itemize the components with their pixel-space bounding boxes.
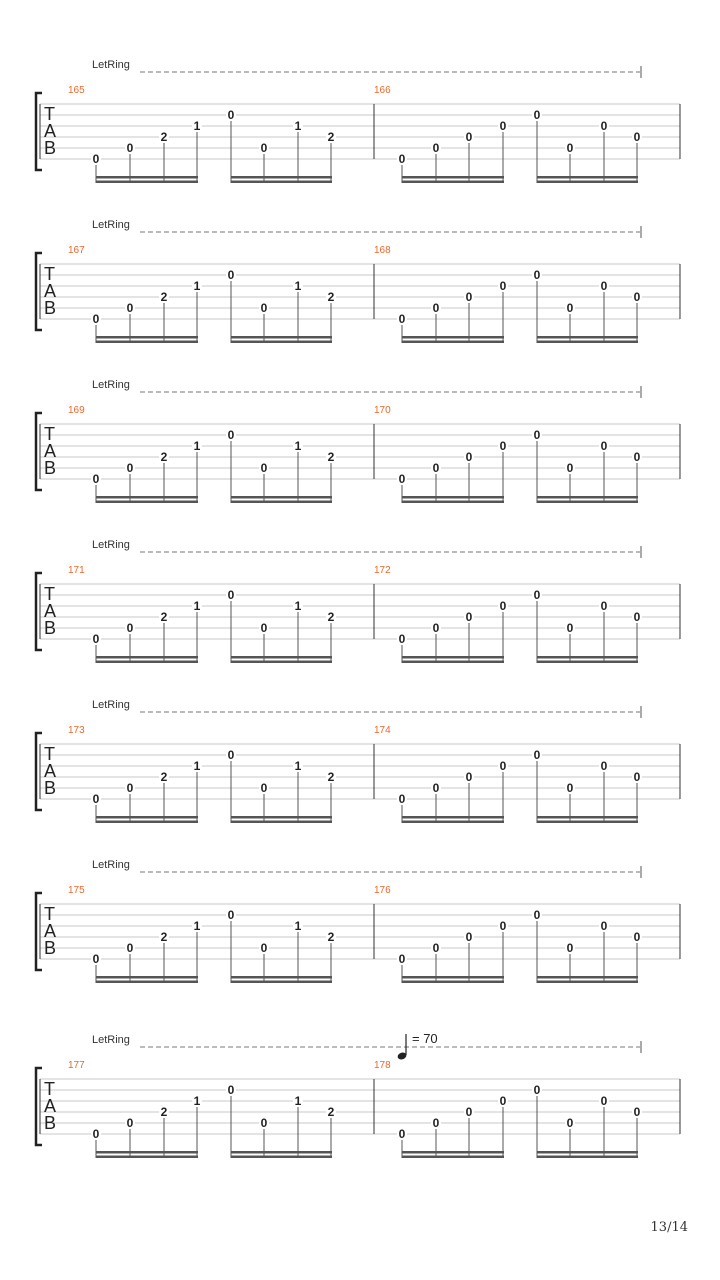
beam-primary [402,821,504,824]
beam-primary [231,821,332,824]
beam-primary [231,341,332,344]
fret-number: 0 [126,781,134,795]
fret-number: 0 [533,428,541,442]
fret-number: 0 [260,461,268,475]
fret-number: 0 [227,1083,235,1097]
beam-secondary [231,976,332,979]
beam-secondary [402,336,504,339]
fret-number: 0 [633,450,641,464]
fret-number: 0 [260,781,268,795]
tab-clef-letter: A [44,121,57,141]
fret-number: 0 [126,141,134,155]
system-bracket [36,573,42,650]
fret-number: 0 [499,1094,507,1108]
fret-number: 0 [633,930,641,944]
beam-primary [402,661,504,664]
tab-clef-letter: A [44,761,57,781]
fret-number: 0 [92,312,100,326]
fret-number: 0 [126,1116,134,1130]
fret-number: 0 [260,941,268,955]
fret-number: 0 [432,1116,440,1130]
tab-clef-letter: T [44,744,55,764]
fret-number: 0 [465,930,473,944]
tab-clef-letter: A [44,601,57,621]
measure-number: 165 [68,85,85,96]
fret-number: 0 [499,759,507,773]
fret-number: 0 [260,301,268,315]
letring-label: LetRing [92,379,130,391]
fret-number: 0 [566,781,574,795]
letring-label: LetRing [92,59,130,71]
fret-number: 0 [432,461,440,475]
beam-secondary [231,816,332,819]
beam-secondary [231,176,332,179]
fret-number: 0 [533,748,541,762]
beam-secondary [96,656,198,659]
fret-number: 0 [600,919,608,933]
beam-primary [537,501,638,504]
beam-secondary [537,176,638,179]
fret-number: 0 [465,450,473,464]
beam-secondary [402,176,504,179]
fret-number: 2 [160,930,168,944]
fret-number: 0 [465,770,473,784]
fret-number: 0 [126,621,134,635]
beam-secondary [402,816,504,819]
beam-primary [96,1156,198,1159]
beam-secondary [402,496,504,499]
beam-primary [537,341,638,344]
fret-number: 0 [227,108,235,122]
fret-number: 0 [633,770,641,784]
fret-number: 0 [499,599,507,613]
fret-number: 1 [294,599,302,613]
fret-number: 0 [566,301,574,315]
beam-secondary [96,816,198,819]
fret-number: 0 [432,941,440,955]
tab-clef-letter: B [44,938,57,958]
fret-number: 0 [92,792,100,806]
fret-number: 0 [398,952,406,966]
beam-primary [537,181,638,184]
fret-number: 0 [398,152,406,166]
beam-secondary [537,656,638,659]
fret-number: 2 [160,770,168,784]
beam-primary [96,341,198,344]
system-bracket [36,893,42,970]
beam-secondary [537,816,638,819]
beam-primary [231,981,332,984]
fret-number: 0 [465,1105,473,1119]
tab-clef-letter: T [44,424,55,444]
fret-number: 0 [432,781,440,795]
beam-secondary [402,1151,504,1154]
beam-primary [402,981,504,984]
fret-number: 0 [92,1127,100,1141]
measure-number: 174 [374,725,391,736]
fret-number: 0 [499,119,507,133]
letring-label: LetRing [92,699,130,711]
fret-number: 2 [160,1105,168,1119]
fret-number: 1 [294,1094,302,1108]
fret-number: 1 [193,279,201,293]
fret-number: 0 [600,599,608,613]
measure-number: 178 [374,1060,391,1071]
beam-primary [231,181,332,184]
beam-secondary [231,656,332,659]
beam-primary [402,341,504,344]
fret-number: 0 [465,290,473,304]
beam-secondary [96,976,198,979]
tempo-marking: = 70 [412,1031,438,1046]
fret-number: 0 [227,268,235,282]
measure-number: 172 [374,565,391,576]
fret-number: 0 [432,141,440,155]
fret-number: 0 [398,312,406,326]
fret-number: 0 [533,108,541,122]
beam-primary [402,501,504,504]
fret-number: 1 [294,759,302,773]
system-bracket [36,253,42,330]
system-bracket [36,93,42,170]
fret-number: 0 [566,141,574,155]
fret-number: 0 [126,461,134,475]
fret-number: 0 [533,908,541,922]
tab-clef-letter: A [44,921,57,941]
fret-number: 0 [465,610,473,624]
letring-label: LetRing [92,1034,130,1046]
tab-clef-letter: B [44,618,57,638]
measure-number: 168 [374,245,391,256]
fret-number: 0 [566,621,574,635]
measure-number: 171 [68,565,85,576]
beam-primary [537,981,638,984]
fret-number: 0 [126,941,134,955]
tab-clef-letter: T [44,264,55,284]
fret-number: 0 [600,1094,608,1108]
fret-number: 1 [193,759,201,773]
measure-number: 166 [374,85,391,96]
fret-number: 1 [294,919,302,933]
beam-primary [537,821,638,824]
beam-secondary [537,1151,638,1154]
tab-clef-letter: T [44,1079,55,1099]
beam-secondary [402,976,504,979]
tab-system [36,379,680,503]
beam-primary [537,1156,638,1159]
fret-number: 1 [193,439,201,453]
beam-primary [402,181,504,184]
fret-number: 0 [432,301,440,315]
fret-number: 0 [126,301,134,315]
fret-number: 0 [600,439,608,453]
beam-primary [231,1156,332,1159]
fret-number: 0 [92,472,100,486]
fret-number: 1 [294,439,302,453]
tab-system [36,539,680,663]
system-bracket [36,733,42,810]
beam-primary [231,501,332,504]
tab-clef-letter: A [44,441,57,461]
tab-clef-letter: A [44,281,57,301]
measure-number: 170 [374,405,391,416]
tab-system [36,699,680,823]
fret-number: 0 [260,1116,268,1130]
fret-number: 1 [193,119,201,133]
fret-number: 2 [160,130,168,144]
tab-clef-letter: B [44,458,57,478]
fret-number: 0 [566,941,574,955]
beam-primary [96,821,198,824]
fret-number: 0 [499,919,507,933]
fret-number: 0 [465,130,473,144]
tab-clef-letter: B [44,298,57,318]
fret-number: 0 [398,632,406,646]
beam-secondary [96,1151,198,1154]
fret-number: 0 [633,610,641,624]
tab-system [36,1031,680,1158]
fret-number: 0 [533,588,541,602]
beam-primary [231,661,332,664]
fret-number: 0 [499,439,507,453]
fret-number: 0 [92,152,100,166]
fret-number: 0 [600,119,608,133]
tab-system [36,859,680,983]
beam-secondary [537,496,638,499]
letring-label: LetRing [92,219,130,231]
fret-number: 2 [160,610,168,624]
beam-secondary [231,496,332,499]
tab-clef-letter: B [44,1113,57,1133]
system-bracket [36,413,42,490]
fret-number: 2 [160,290,168,304]
fret-number: 0 [398,1127,406,1141]
beam-secondary [402,656,504,659]
fret-number: 0 [92,952,100,966]
fret-number: 0 [227,428,235,442]
fret-number: 0 [92,632,100,646]
fret-number: 0 [533,1083,541,1097]
beam-secondary [96,496,198,499]
tab-clef-letter: A [44,1096,57,1116]
measure-number: 175 [68,885,85,896]
tab-clef-letter: T [44,104,55,124]
beam-secondary [537,336,638,339]
fret-number: 2 [327,450,335,464]
tab-clef-letter: B [44,778,57,798]
tab-clef-letter: T [44,584,55,604]
measure-number: 173 [68,725,85,736]
system-bracket [36,1068,42,1145]
beam-primary [96,981,198,984]
fret-number: 0 [260,621,268,635]
fret-number: 0 [432,621,440,635]
fret-number: 0 [633,1105,641,1119]
fret-number: 0 [227,748,235,762]
beam-primary [96,181,198,184]
beam-secondary [96,176,198,179]
beam-primary [537,661,638,664]
fret-number: 1 [193,1094,201,1108]
fret-number: 0 [499,279,507,293]
fret-number: 0 [600,279,608,293]
page-number: 13/14 [650,1220,688,1235]
fret-number: 0 [566,461,574,475]
fret-number: 1 [193,919,201,933]
fret-number: 1 [294,119,302,133]
beam-secondary [231,336,332,339]
beam-secondary [231,1151,332,1154]
fret-number: 0 [398,792,406,806]
beam-primary [96,661,198,664]
fret-number: 2 [327,290,335,304]
fret-number: 0 [633,130,641,144]
fret-number: 0 [566,1116,574,1130]
beam-primary [96,501,198,504]
beam-primary [402,1156,504,1159]
measure-number: 177 [68,1060,85,1071]
fret-number: 1 [294,279,302,293]
fret-number: 0 [227,908,235,922]
fret-number: 0 [633,290,641,304]
tab-system [36,219,680,343]
fret-number: 2 [327,1105,335,1119]
fret-number: 2 [327,770,335,784]
fret-number: 0 [227,588,235,602]
fret-number: 1 [193,599,201,613]
letring-label: LetRing [92,859,130,871]
beam-secondary [537,976,638,979]
tab-system [36,59,680,183]
letring-label: LetRing [92,539,130,551]
tab-clef-letter: T [44,904,55,924]
fret-number: 0 [533,268,541,282]
fret-number: 0 [398,472,406,486]
fret-number: 2 [327,930,335,944]
beam-secondary [96,336,198,339]
measure-number: 169 [68,405,85,416]
fret-number: 0 [600,759,608,773]
measure-number: 167 [68,245,85,256]
measure-number: 176 [374,885,391,896]
fret-number: 2 [327,130,335,144]
fret-number: 2 [327,610,335,624]
fret-number: 0 [260,141,268,155]
fret-number: 2 [160,450,168,464]
tab-clef-letter: B [44,138,57,158]
